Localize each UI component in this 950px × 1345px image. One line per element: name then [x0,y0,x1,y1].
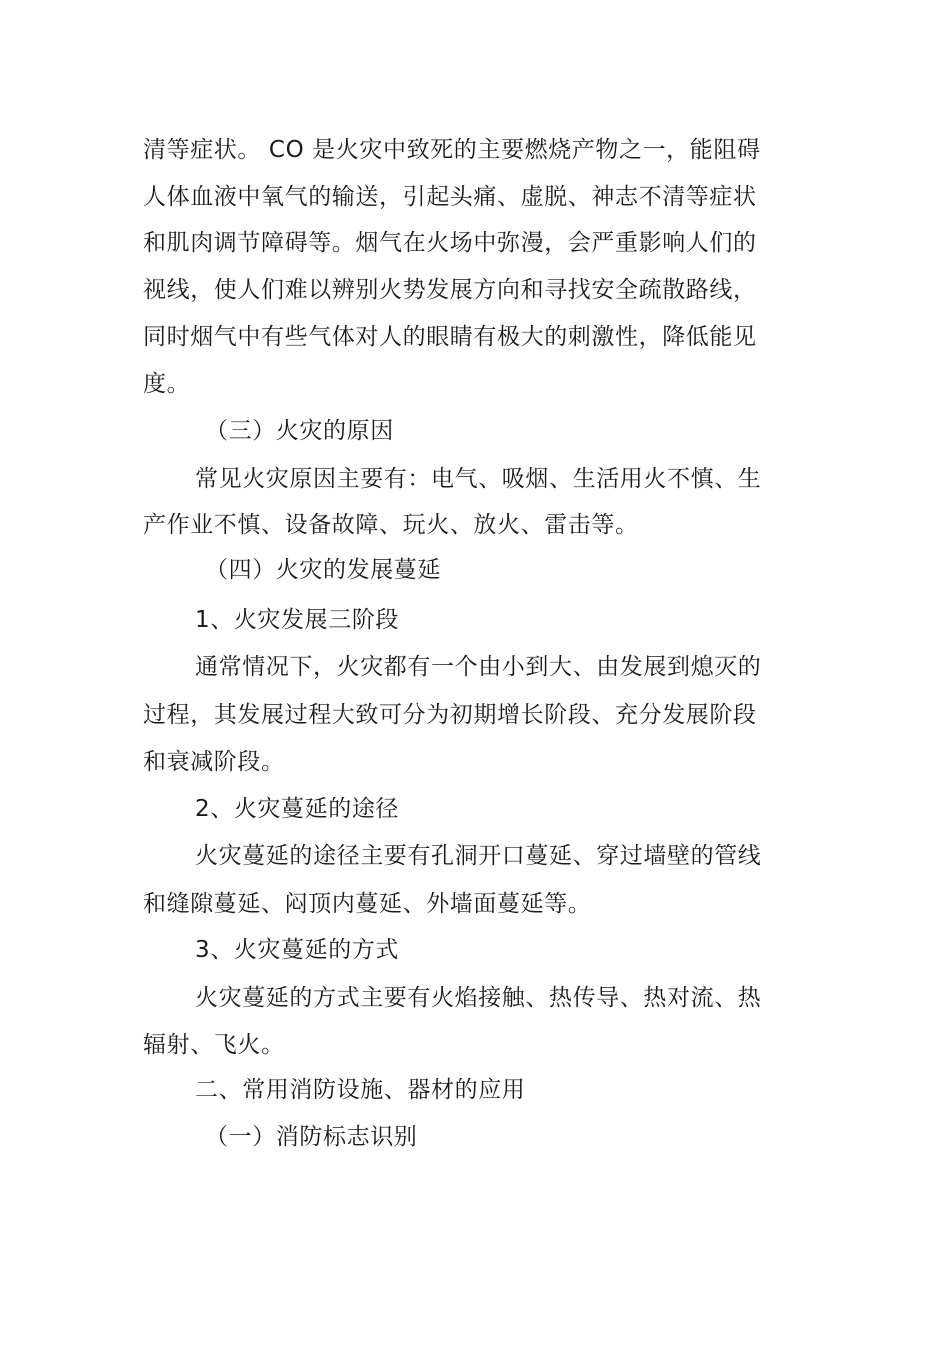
paragraph-line: 过程，其发展过程大致可分为初期增长阶段、充分发展阶段 [143,702,757,728]
chapter-heading: 二、常用消防设施、器材的应用 [195,1077,526,1103]
subsection-heading: 1、火灾发展三阶段 [195,607,400,633]
paragraph-line: 度。 [143,371,191,397]
paragraph-line: 产作业不慎、设备故障、玩火、放火、雷击等。 [143,512,639,538]
paragraph-line: 辐射、飞火。 [143,1032,285,1058]
subsection-heading: 2、火灾蔓延的途径 [195,796,400,822]
paragraph-line: 和衰减阶段。 [143,749,285,775]
section-heading: （一）消防标志识别 [205,1124,418,1150]
paragraph-line: 视线，使人们难以辨别火势发展方向和寻找安全疏散路线， [143,277,757,303]
paragraph-line: 和缝隙蔓延、闷顶内蔓延、外墙面蔓延等。 [143,891,592,917]
paragraph-line: 通常情况下，火灾都有一个由小到大、由发展到熄灭的 [195,654,762,680]
paragraph-line: 火灾蔓延的方式主要有火焰接触、热传导、热对流、热 [195,985,762,1011]
paragraph-line: 常见火灾原因主要有：电气、吸烟、生活用火不慎、生 [195,466,762,492]
subsection-heading: 3、火灾蔓延的方式 [195,937,400,963]
paragraph-line: 人体血液中氧气的输送，引起头痛、虚脱、神志不清等症状 [143,184,757,210]
section-heading: （三）火灾的原因 [205,418,394,444]
paragraph-line: 和肌肉调节障碍等。烟气在火场中弥漫，会严重影响人们的 [143,230,757,256]
paragraph-line: 火灾蔓延的途径主要有孔洞开口蔓延、穿过墙壁的管线 [195,843,762,869]
paragraph-line: 同时烟气中有些气体对人的眼睛有极大的刺激性，降低能见 [143,324,757,350]
paragraph-line: 清等症状。 CO 是火灾中致死的主要燃烧产物之一，能阻碍 [143,137,761,163]
section-heading: （四）火灾的发展蔓延 [205,557,441,583]
